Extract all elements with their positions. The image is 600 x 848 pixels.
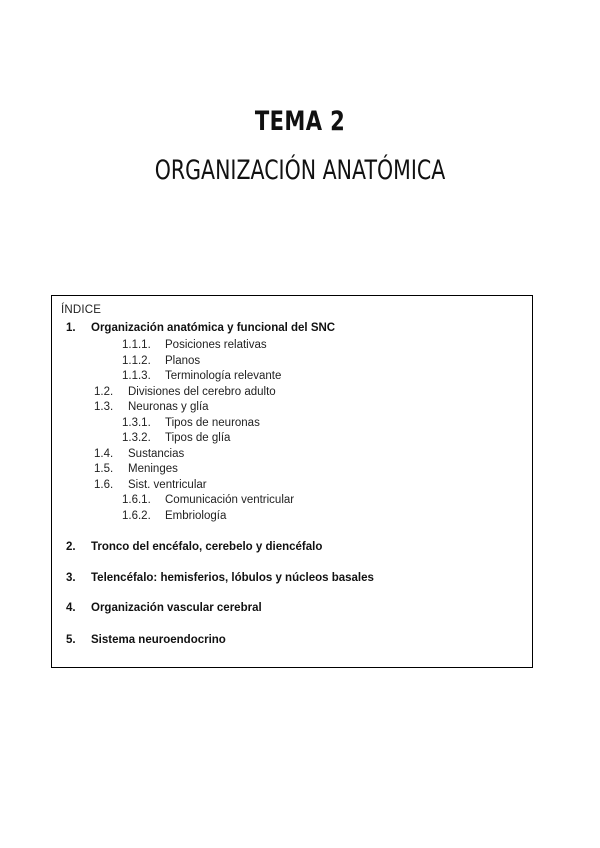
toc-item-label: Divisiones del cerebro adulto (128, 386, 276, 398)
toc-item-label: Sustancias (128, 448, 185, 460)
toc-item-label: Organización anatómica y funcional del SNC (91, 322, 336, 334)
toc-item-label: Comunicación ventricular (165, 494, 295, 506)
page-title: TEMA 2 (254, 106, 346, 137)
toc-item-number: 1.3.1. (122, 417, 151, 429)
table-of-contents (51, 295, 533, 668)
toc-item-label: Telencéfalo: hemisferios, lóbulos y núcleos basales (91, 572, 374, 584)
toc-item-number: 1.1.1. (122, 339, 151, 351)
toc-item-number: 1.6. (94, 479, 114, 491)
toc-item-label: Terminología relevante (165, 370, 282, 382)
toc-item-label: Sistema neuroendocrino (91, 634, 226, 646)
toc-item-number: 1.3. (94, 401, 114, 413)
toc-item-label: Organización vascular cerebral (91, 602, 262, 614)
toc-item-number: 5. (66, 634, 76, 646)
toc-item-number: 1.6.2. (122, 510, 151, 522)
toc-item-label: Sist. ventricular (128, 479, 207, 491)
toc-item-number: 2. (66, 541, 76, 553)
toc-item-label: Embriología (165, 510, 227, 522)
toc-item-number: 1.2. (94, 386, 114, 398)
toc-item-number: 4. (66, 602, 76, 614)
toc-item-label: Posiciones relativas (165, 339, 267, 351)
toc-item-number: 1.1.3. (122, 370, 151, 382)
toc-item-number: 1.3.2. (122, 432, 151, 444)
toc-item-label: Planos (165, 355, 201, 367)
toc-item-label: Tronco del encéfalo, cerebelo y diencéfalo (91, 541, 323, 553)
toc-item-label: Meninges (128, 463, 178, 475)
toc-item-number: 1.5. (94, 463, 114, 475)
toc-item-number: 1.4. (94, 448, 114, 460)
toc-item-number: 1.1.2. (122, 355, 151, 367)
page-subtitle: ORGANIZACIÓN ANATÓMICA (154, 155, 446, 186)
toc-item-label: Tipos de glía (165, 432, 231, 444)
toc-item-label: Tipos de neuronas (165, 417, 260, 429)
toc-item-number: 1.6.1. (122, 494, 151, 506)
toc-item-number: 1. (66, 322, 76, 334)
toc-item-label: Neuronas y glía (128, 401, 209, 413)
toc-heading: ÍNDICE (61, 304, 102, 316)
toc-item-number: 3. (66, 572, 76, 584)
